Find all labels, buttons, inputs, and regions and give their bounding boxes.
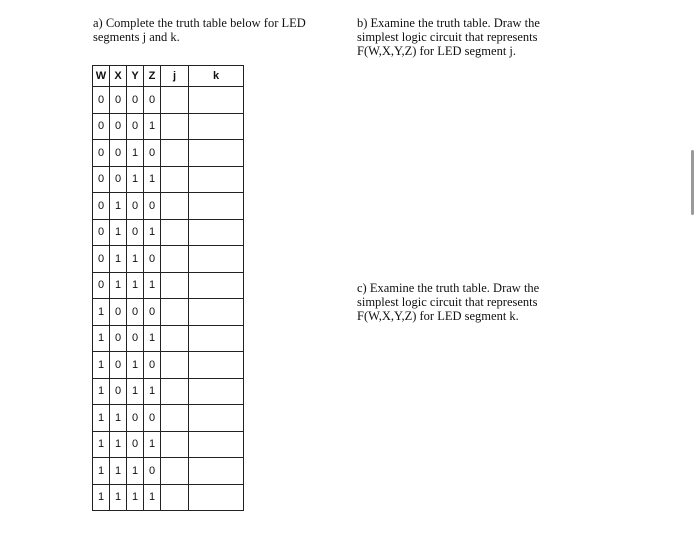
output-cell-j[interactable] bbox=[161, 458, 189, 485]
input-cell: 1 bbox=[110, 431, 127, 458]
input-cell: 1 bbox=[144, 219, 161, 246]
input-cell: 1 bbox=[110, 193, 127, 220]
input-cell: 1 bbox=[127, 166, 144, 193]
output-cell-j[interactable] bbox=[161, 484, 189, 511]
table-row bbox=[93, 87, 244, 114]
input-cell: 0 bbox=[127, 87, 144, 114]
input-cell: 1 bbox=[110, 405, 127, 432]
output-cell-j[interactable] bbox=[161, 405, 189, 432]
output-cell-k[interactable] bbox=[189, 458, 244, 485]
truth-table-body bbox=[93, 87, 244, 511]
input-cell: 1 bbox=[93, 325, 110, 352]
input-cell: 0 bbox=[144, 87, 161, 114]
question-b-line: b) Examine the truth table. Draw the bbox=[357, 16, 540, 30]
question-c-line: simplest logic circuit that represents bbox=[357, 295, 538, 309]
column-header-z: Z bbox=[144, 66, 161, 87]
input-cell: 1 bbox=[110, 458, 127, 485]
input-cell: 0 bbox=[93, 193, 110, 220]
input-cell: 0 bbox=[93, 246, 110, 273]
question-b-line: simplest logic circuit that represents bbox=[357, 30, 538, 44]
input-cell: 1 bbox=[144, 113, 161, 140]
input-cell: 1 bbox=[93, 299, 110, 326]
question-b bbox=[357, 16, 540, 58]
input-cell: 1 bbox=[110, 272, 127, 299]
output-cell-j[interactable] bbox=[161, 246, 189, 273]
input-cell: 1 bbox=[144, 431, 161, 458]
input-cell: 1 bbox=[93, 352, 110, 379]
input-cell: 0 bbox=[110, 352, 127, 379]
output-cell-k[interactable] bbox=[189, 352, 244, 379]
question-c bbox=[357, 281, 539, 323]
table-row bbox=[93, 378, 244, 405]
column-header-j: j bbox=[161, 66, 189, 87]
table-row bbox=[93, 352, 244, 379]
output-cell-j[interactable] bbox=[161, 272, 189, 299]
input-cell: 1 bbox=[110, 246, 127, 273]
input-cell: 1 bbox=[127, 140, 144, 167]
table-row bbox=[93, 431, 244, 458]
output-cell-k[interactable] bbox=[189, 299, 244, 326]
input-cell: 0 bbox=[144, 458, 161, 485]
input-cell: 1 bbox=[144, 378, 161, 405]
output-cell-k[interactable] bbox=[189, 325, 244, 352]
input-cell: 1 bbox=[127, 272, 144, 299]
table-row bbox=[93, 458, 244, 485]
input-cell: 0 bbox=[144, 405, 161, 432]
input-cell: 0 bbox=[110, 113, 127, 140]
input-cell: 0 bbox=[110, 140, 127, 167]
output-cell-j[interactable] bbox=[161, 352, 189, 379]
input-cell: 0 bbox=[93, 166, 110, 193]
output-cell-k[interactable] bbox=[189, 405, 244, 432]
column-header-y: Y bbox=[127, 66, 144, 87]
input-cell: 0 bbox=[144, 352, 161, 379]
output-cell-j[interactable] bbox=[161, 166, 189, 193]
input-cell: 0 bbox=[144, 140, 161, 167]
table-row bbox=[93, 193, 244, 220]
question-c-line: F(W,X,Y,Z) for LED segment k. bbox=[357, 309, 519, 323]
output-cell-j[interactable] bbox=[161, 219, 189, 246]
output-cell-k[interactable] bbox=[189, 140, 244, 167]
input-cell: 0 bbox=[93, 87, 110, 114]
output-cell-k[interactable] bbox=[189, 272, 244, 299]
input-cell: 1 bbox=[144, 166, 161, 193]
table-row bbox=[93, 299, 244, 326]
output-cell-j[interactable] bbox=[161, 431, 189, 458]
table-row bbox=[93, 272, 244, 299]
input-cell: 0 bbox=[93, 113, 110, 140]
input-cell: 1 bbox=[127, 352, 144, 379]
table-row bbox=[93, 113, 244, 140]
output-cell-j[interactable] bbox=[161, 193, 189, 220]
question-a-line: segments j and k. bbox=[93, 30, 180, 44]
input-cell: 1 bbox=[127, 484, 144, 511]
input-cell: 1 bbox=[93, 484, 110, 511]
column-header-w: W bbox=[93, 66, 110, 87]
output-cell-k[interactable] bbox=[189, 219, 244, 246]
table-row bbox=[93, 219, 244, 246]
table-row bbox=[93, 405, 244, 432]
truth-table-header-row bbox=[93, 66, 244, 87]
input-cell: 0 bbox=[127, 431, 144, 458]
input-cell: 0 bbox=[127, 405, 144, 432]
column-header-x: X bbox=[110, 66, 127, 87]
output-cell-k[interactable] bbox=[189, 484, 244, 511]
vertical-scrollbar[interactable] bbox=[691, 150, 694, 215]
output-cell-k[interactable] bbox=[189, 87, 244, 114]
input-cell: 1 bbox=[110, 484, 127, 511]
output-cell-j[interactable] bbox=[161, 87, 189, 114]
input-cell: 0 bbox=[144, 246, 161, 273]
table-row bbox=[93, 484, 244, 511]
input-cell: 0 bbox=[110, 378, 127, 405]
input-cell: 1 bbox=[93, 378, 110, 405]
table-row bbox=[93, 325, 244, 352]
question-c-line: c) Examine the truth table. Draw the bbox=[357, 281, 540, 295]
input-cell: 1 bbox=[127, 246, 144, 273]
input-cell: 0 bbox=[127, 113, 144, 140]
output-cell-j[interactable] bbox=[161, 299, 189, 326]
input-cell: 0 bbox=[127, 299, 144, 326]
table-row bbox=[93, 166, 244, 193]
output-cell-k[interactable] bbox=[189, 431, 244, 458]
input-cell: 0 bbox=[93, 140, 110, 167]
input-cell: 1 bbox=[144, 484, 161, 511]
table-row bbox=[93, 140, 244, 167]
table-row bbox=[93, 246, 244, 273]
input-cell: 1 bbox=[127, 458, 144, 485]
output-cell-k[interactable] bbox=[189, 113, 244, 140]
output-cell-k[interactable] bbox=[189, 378, 244, 405]
column-header-k: k bbox=[189, 66, 244, 87]
output-cell-j[interactable] bbox=[161, 378, 189, 405]
input-cell: 0 bbox=[110, 299, 127, 326]
question-a-line: a) Complete the truth table below for LED bbox=[93, 16, 306, 30]
input-cell: 0 bbox=[127, 219, 144, 246]
input-cell: 0 bbox=[93, 219, 110, 246]
input-cell: 1 bbox=[93, 431, 110, 458]
output-cell-k[interactable] bbox=[189, 166, 244, 193]
question-b-line: F(W,X,Y,Z) for LED segment j. bbox=[357, 44, 517, 58]
input-cell: 0 bbox=[144, 193, 161, 220]
input-cell: 1 bbox=[144, 325, 161, 352]
input-cell: 1 bbox=[144, 272, 161, 299]
output-cell-j[interactable] bbox=[161, 140, 189, 167]
output-cell-j[interactable] bbox=[161, 325, 189, 352]
input-cell: 0 bbox=[127, 325, 144, 352]
output-cell-j[interactable] bbox=[161, 113, 189, 140]
input-cell: 0 bbox=[110, 87, 127, 114]
input-cell: 0 bbox=[110, 166, 127, 193]
input-cell: 0 bbox=[127, 193, 144, 220]
input-cell: 0 bbox=[110, 325, 127, 352]
input-cell: 0 bbox=[144, 299, 161, 326]
question-a bbox=[93, 16, 306, 44]
truth-table bbox=[92, 65, 244, 511]
input-cell: 1 bbox=[127, 378, 144, 405]
input-cell: 1 bbox=[93, 405, 110, 432]
output-cell-k[interactable] bbox=[189, 193, 244, 220]
input-cell: 1 bbox=[110, 219, 127, 246]
input-cell: 1 bbox=[93, 458, 110, 485]
input-cell: 0 bbox=[93, 272, 110, 299]
output-cell-k[interactable] bbox=[189, 246, 244, 273]
